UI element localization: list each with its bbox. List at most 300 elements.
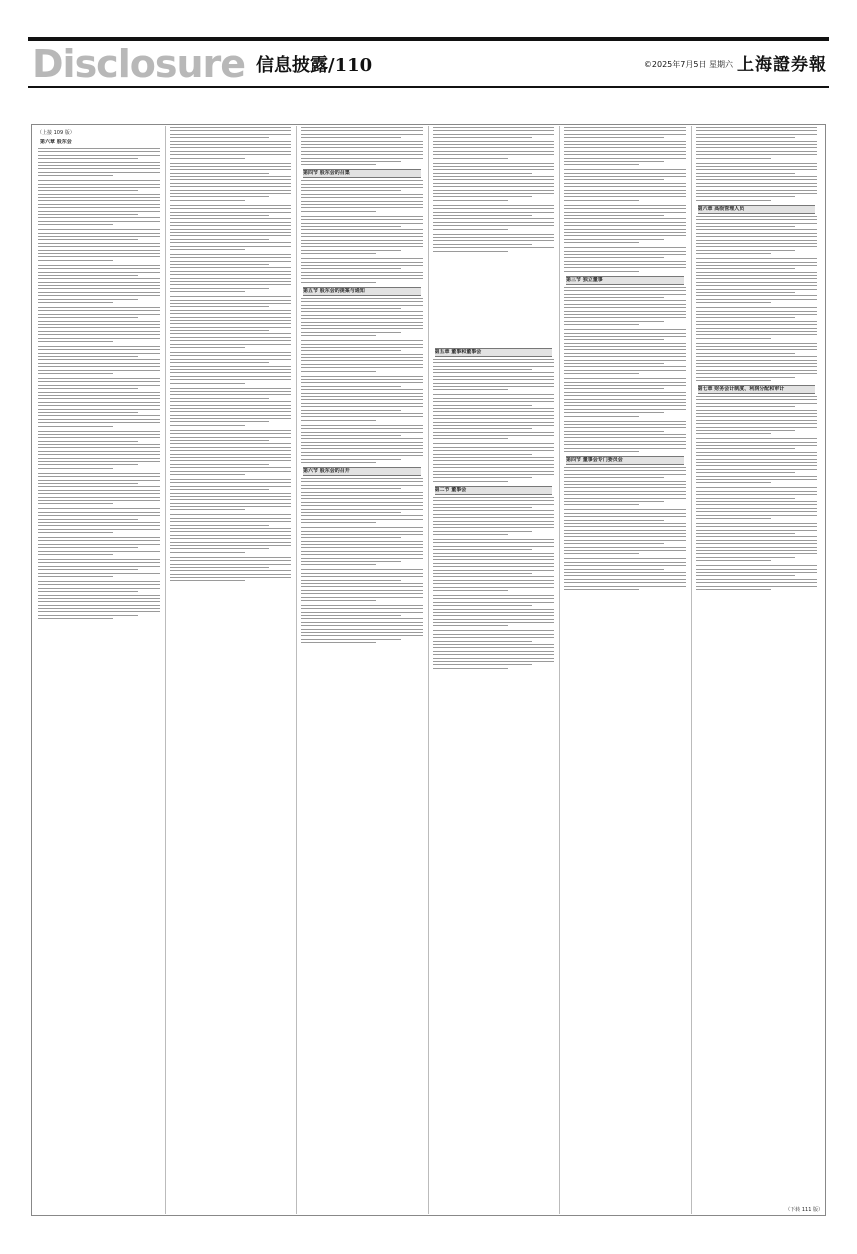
text-line (433, 425, 555, 426)
text-line (696, 433, 771, 434)
text-line (170, 425, 245, 426)
text-line (696, 380, 771, 381)
text-line (170, 552, 245, 553)
text-line (696, 137, 796, 138)
text-line (301, 396, 423, 397)
article-block (564, 169, 686, 201)
text-line (564, 173, 686, 174)
text-line (564, 470, 686, 471)
text-line (564, 437, 686, 438)
article-block (38, 229, 160, 261)
text-line (433, 464, 555, 465)
text-line (301, 462, 376, 463)
text-line (696, 448, 796, 449)
text-line (564, 242, 639, 243)
text-line (170, 577, 292, 578)
text-line (38, 490, 160, 491)
text-line (696, 324, 818, 325)
text-line (301, 635, 423, 636)
text-line (170, 166, 292, 167)
text-line (433, 602, 555, 603)
text-line (301, 642, 376, 643)
text-line (38, 402, 160, 403)
text-line (696, 343, 818, 344)
text-line (301, 558, 423, 559)
text-line (696, 328, 818, 329)
text-line (433, 438, 508, 439)
text-line (696, 223, 818, 224)
text-line (170, 514, 292, 515)
text-line (38, 515, 160, 516)
article-block (38, 307, 160, 342)
article-block (170, 163, 292, 201)
text-line (564, 349, 686, 350)
text-line (301, 551, 423, 552)
text-line (170, 278, 292, 279)
text-line (564, 481, 686, 482)
article-block (170, 479, 292, 511)
text-line (564, 366, 686, 367)
text-line (170, 567, 270, 568)
text-line (38, 370, 160, 371)
text-line (301, 223, 423, 224)
text-line (433, 237, 555, 238)
section-heading: 第五节 股东会的提案与通知 (303, 287, 421, 296)
text-line (301, 438, 423, 439)
text-line (564, 229, 686, 230)
text-line (564, 200, 639, 201)
text-line (38, 250, 160, 251)
text-line (696, 130, 818, 131)
text-line (696, 438, 818, 439)
text-column-6 (694, 127, 820, 1213)
text-line (696, 553, 818, 554)
text-line (696, 560, 771, 561)
text-line (301, 350, 401, 351)
text-line (696, 476, 818, 477)
text-line (38, 353, 160, 354)
text-line (564, 565, 686, 566)
article-block (170, 352, 292, 384)
text-line (696, 413, 818, 414)
article-block (38, 431, 160, 469)
text-line (301, 519, 423, 520)
text-line (170, 158, 245, 159)
text-line (170, 246, 292, 247)
text-line (301, 410, 401, 411)
newspaper-logo: 上海證券報 (737, 55, 827, 75)
text-line (38, 601, 160, 602)
text-line (170, 134, 292, 135)
text-line (301, 612, 423, 613)
text-line (696, 543, 818, 544)
text-line (38, 256, 160, 257)
article-block (564, 329, 686, 374)
text-line (301, 371, 376, 372)
text-line (301, 561, 401, 562)
article-block (301, 287, 423, 336)
text-line (301, 258, 423, 259)
text-line (38, 278, 160, 279)
text-line (696, 353, 796, 354)
text-line (696, 579, 818, 580)
text-line (38, 464, 138, 465)
text-line (696, 193, 818, 194)
text-line (564, 441, 686, 442)
text-line (433, 609, 555, 610)
text-line (301, 164, 376, 165)
text-line (564, 297, 664, 298)
text-line (38, 356, 138, 357)
text-line (301, 379, 423, 380)
article-block (38, 378, 160, 426)
text-line (38, 359, 160, 360)
text-line (170, 154, 292, 155)
text-line (696, 190, 818, 191)
text-line (38, 321, 160, 322)
text-line (301, 154, 423, 155)
text-line (433, 173, 533, 174)
text-line (301, 211, 376, 212)
text-line (301, 262, 423, 263)
text-line (301, 322, 423, 323)
text-line (696, 469, 818, 470)
text-line (38, 437, 160, 438)
text-line (696, 302, 771, 303)
text-line (433, 595, 555, 596)
text-line (564, 399, 686, 400)
text-line (564, 144, 686, 145)
text-line (170, 288, 270, 289)
text-line (301, 509, 423, 510)
text-line (696, 423, 818, 424)
text-line (38, 285, 160, 286)
text-line (301, 151, 423, 152)
text-line (433, 542, 555, 543)
text-line (433, 141, 555, 142)
text-line (696, 183, 818, 184)
text-line (433, 379, 555, 380)
text-column-2 (168, 127, 294, 1213)
text-line (301, 386, 401, 387)
text-line (38, 246, 160, 247)
text-line (564, 370, 686, 371)
text-line (564, 267, 686, 268)
text-line (564, 530, 686, 531)
text-line (301, 442, 423, 443)
text-line (301, 347, 423, 348)
publication-date: ©2025年7月5日 星期六 (643, 60, 733, 69)
text-line (38, 419, 160, 420)
text-line (38, 426, 113, 427)
text-line (170, 447, 292, 448)
text-line (564, 215, 664, 216)
text-line (38, 338, 160, 339)
text-line (301, 184, 423, 185)
text-line (696, 416, 818, 417)
text-line (301, 158, 423, 159)
text-line (38, 454, 160, 455)
text-line (38, 197, 160, 198)
text-line (38, 615, 138, 616)
text-line (170, 362, 270, 363)
text-line (38, 576, 113, 577)
text-line (301, 600, 376, 601)
masthead-bottom-rule (28, 86, 829, 88)
text-line (301, 547, 423, 548)
text-line (564, 190, 686, 191)
text-line (38, 204, 160, 205)
text-line (433, 435, 555, 436)
text-line (301, 629, 423, 630)
text-line (433, 460, 555, 461)
column-divider (691, 126, 692, 1214)
text-line (564, 589, 639, 590)
text-line (433, 590, 508, 591)
text-line (696, 515, 818, 516)
text-line (696, 472, 796, 473)
text-line (696, 508, 818, 509)
text-line (301, 399, 423, 400)
text-line (38, 566, 160, 567)
text-line (564, 261, 686, 262)
text-line (170, 151, 292, 152)
text-line (170, 208, 292, 209)
text-line (301, 332, 401, 333)
text-line (170, 394, 292, 395)
text-line (170, 460, 292, 461)
text-line (38, 544, 160, 545)
text-line (170, 355, 292, 356)
text-line (433, 208, 555, 209)
text-line (170, 443, 292, 444)
text-line (696, 233, 818, 234)
text-line (38, 324, 160, 325)
text-line (433, 668, 508, 669)
text-line (38, 317, 138, 318)
text-line (301, 301, 423, 302)
text-line (564, 385, 686, 386)
text-line (433, 225, 555, 226)
text-line (433, 477, 533, 478)
text-line (38, 211, 160, 212)
text-line (170, 337, 292, 338)
text-line (170, 169, 292, 170)
text-line (301, 207, 423, 208)
text-line (564, 421, 686, 422)
text-line (301, 147, 423, 148)
text-line (38, 260, 113, 261)
text-line (170, 525, 270, 526)
text-line (564, 540, 686, 541)
text-line (433, 158, 508, 159)
text-line (696, 487, 818, 488)
text-line (696, 134, 818, 135)
text-line (38, 591, 138, 592)
text-line (38, 480, 160, 481)
text-line (564, 572, 686, 573)
text-line (38, 184, 160, 185)
text-line (433, 524, 555, 525)
text-line (170, 196, 270, 197)
text-line (170, 267, 292, 268)
article-block (301, 569, 423, 601)
text-line (433, 447, 555, 448)
text-line (433, 630, 555, 631)
text-line (170, 535, 292, 536)
text-line (38, 461, 160, 462)
text-line (696, 547, 818, 548)
text-line (38, 537, 160, 538)
text-line (170, 242, 292, 243)
text-line (301, 275, 423, 276)
text-line (38, 207, 160, 208)
text-line (433, 539, 555, 540)
text-line (433, 244, 533, 245)
text-line (696, 442, 818, 443)
text-line (696, 321, 818, 322)
text-line (433, 637, 555, 638)
text-line (38, 148, 160, 149)
text-line (696, 338, 771, 339)
continued-from-note: （上接 109 版） (37, 130, 75, 136)
article-block (696, 438, 818, 483)
article-block (38, 581, 160, 619)
text-line (301, 325, 423, 326)
article-block (301, 467, 423, 523)
text-line (301, 512, 401, 513)
text-line (696, 219, 818, 220)
text-line (38, 200, 160, 201)
text-line (564, 434, 686, 435)
text-line (433, 553, 555, 554)
text-line (301, 608, 423, 609)
text-line (564, 558, 686, 559)
text-line (170, 205, 292, 206)
text-line (564, 523, 686, 524)
text-line (564, 251, 686, 252)
text-line (170, 320, 292, 321)
text-line (38, 268, 160, 269)
text-line (696, 498, 796, 499)
text-line (433, 389, 508, 390)
text-line (696, 163, 818, 164)
text-line (301, 615, 401, 616)
text-line (696, 396, 818, 397)
text-line (433, 134, 555, 135)
article-block (564, 421, 686, 453)
text-line (170, 366, 292, 367)
text-line (433, 432, 555, 433)
text-line (564, 232, 686, 233)
text-line (433, 546, 555, 547)
text-line (564, 543, 664, 544)
text-line (301, 455, 423, 456)
text-line (38, 373, 113, 374)
text-line (38, 569, 138, 570)
text-line (696, 533, 796, 534)
text-line (301, 328, 423, 329)
text-column-1 (36, 137, 162, 1213)
text-line (301, 127, 423, 128)
text-line (38, 299, 138, 300)
text-line (696, 229, 818, 230)
article-block (301, 376, 423, 421)
text-line (433, 383, 555, 384)
text-line (301, 583, 423, 584)
text-line (170, 347, 245, 348)
text-line (696, 565, 818, 566)
text-line (301, 459, 401, 460)
text-line (564, 378, 686, 379)
text-line (433, 405, 533, 406)
text-line (696, 311, 818, 312)
text-line (564, 513, 686, 514)
text-line (38, 598, 160, 599)
text-line (170, 303, 292, 304)
text-line (564, 339, 664, 340)
text-line (301, 219, 423, 220)
text-line (170, 482, 292, 483)
text-line (433, 222, 555, 223)
text-line (38, 618, 113, 619)
text-line (301, 416, 423, 417)
text-line (433, 647, 555, 648)
text-line (433, 190, 555, 191)
text-line (38, 292, 160, 293)
text-line (38, 405, 160, 406)
text-line (38, 503, 113, 504)
text-line (564, 137, 664, 138)
text-line (38, 473, 160, 474)
text-line (696, 482, 771, 483)
text-line (433, 200, 508, 201)
text-line (564, 193, 686, 194)
text-line (170, 130, 292, 131)
text-line (38, 605, 160, 606)
text-line (38, 493, 160, 494)
text-line (170, 421, 270, 422)
text-line (696, 511, 818, 512)
text-line (170, 430, 292, 431)
article-block (170, 127, 292, 159)
text-line (696, 265, 818, 266)
text-line (696, 295, 818, 296)
article-block (301, 425, 423, 463)
text-line (38, 581, 160, 582)
text-line (301, 340, 423, 341)
text-line (38, 346, 160, 347)
article-block (696, 385, 818, 434)
text-line (564, 147, 686, 148)
text-line (170, 493, 292, 494)
text-line (564, 360, 686, 361)
text-line (696, 243, 818, 244)
text-line (564, 257, 664, 258)
text-line (170, 542, 292, 543)
text-line (301, 265, 423, 266)
text-line (564, 382, 686, 383)
text-line (433, 163, 555, 164)
text-line (433, 147, 555, 148)
text-line (301, 376, 423, 377)
text-line (696, 420, 818, 421)
column-divider (296, 126, 297, 1214)
text-line (170, 521, 292, 522)
text-line (696, 582, 818, 583)
text-line (696, 289, 818, 290)
text-line (696, 272, 818, 273)
